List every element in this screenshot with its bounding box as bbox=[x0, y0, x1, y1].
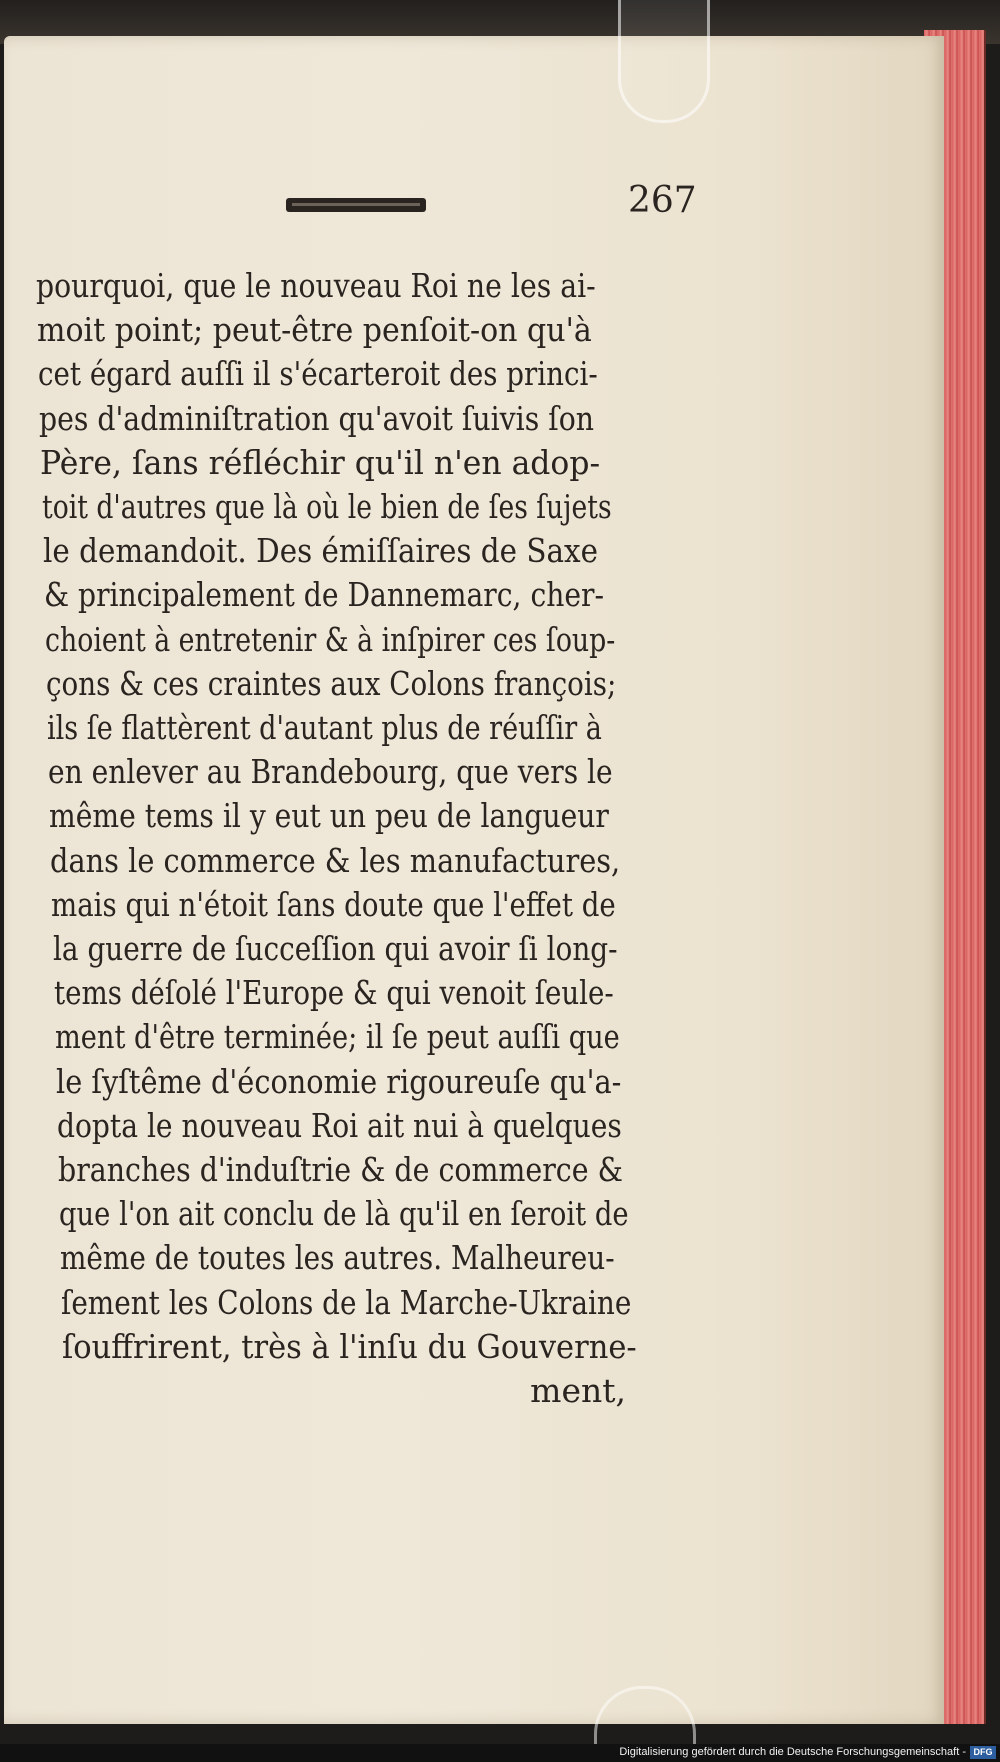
text-line: le demandoit. Des émiſſaires de Saxe bbox=[42, 531, 598, 571]
text-line: en enlever au Brandebourg, que vers le bbox=[48, 752, 613, 792]
text-line: la guerre de ſucceſſion qui avoir ſi long- bbox=[52, 929, 618, 968]
text-line: même tems il y eut un peu de langueur bbox=[49, 796, 610, 836]
text-line: moit point; peut-être penſoit-on qu'à bbox=[37, 310, 592, 350]
text-line: cet égard auſſi il s'écarteroit des princi- bbox=[38, 354, 598, 394]
text-line: pes d'adminiſtration qu'avoit ſuivis ſon bbox=[39, 398, 595, 438]
text-line: que l'on ait conclu de là qu'il en ſeroit de bbox=[59, 1194, 629, 1234]
dfg-logo: DFG bbox=[970, 1746, 996, 1759]
text-line: tems déſolé l'Europe & qui venoit ſeule- bbox=[53, 973, 614, 1013]
text-line: & principalement de Dannemarc, cher- bbox=[43, 575, 604, 615]
text-line: mais qui n'étoit ſans doute que l'effet de bbox=[51, 884, 617, 924]
text-line: choient à entretenir & à inſpirer ces ſoup- bbox=[44, 619, 616, 659]
page-number: 267 bbox=[628, 180, 697, 221]
text-line: ment d'être terminée; il ſe peut auſſi que bbox=[54, 1017, 620, 1057]
header-ornament-rule bbox=[286, 198, 426, 212]
clip-top bbox=[618, 0, 710, 123]
text-line: Père, ſans réfléchir qu'il n'en adop- bbox=[40, 442, 601, 482]
text-line: même de toutes les autres. Malheureu- bbox=[60, 1238, 615, 1278]
text-line: le ſyſtême d'économie rigoureuſe qu'a- bbox=[55, 1061, 622, 1101]
text-line: dopta le nouveau Roi ait nui à quelques bbox=[56, 1105, 622, 1145]
footer-credit: Digitalisierung gefördert durch die Deutsche Forschungsgemeinschaft - bbox=[619, 1746, 966, 1758]
text-line: branches d'induſtrie & de commerce & bbox=[58, 1150, 623, 1189]
text-line: dans le commerce & les manufactures, bbox=[50, 840, 621, 880]
text-line: ſement les Colons de la Marche-Ukraine bbox=[61, 1282, 632, 1322]
catchword: ment, bbox=[530, 1371, 626, 1410]
footer-bar bbox=[0, 1744, 1000, 1762]
text-line: pourquoi, que le nouveau Roi ne les ai- bbox=[36, 266, 596, 305]
text-line: toit d'autres que là où le bien de ſes ſujets bbox=[41, 487, 612, 526]
text-line: çons & ces craintes aux Colons françois; bbox=[45, 663, 617, 703]
text-line: ils ſe flattèrent d'autant plus de réuſſir à bbox=[47, 708, 602, 747]
text-line: ſouffrirent, très à l'inſu du Gouverne- bbox=[62, 1326, 638, 1366]
